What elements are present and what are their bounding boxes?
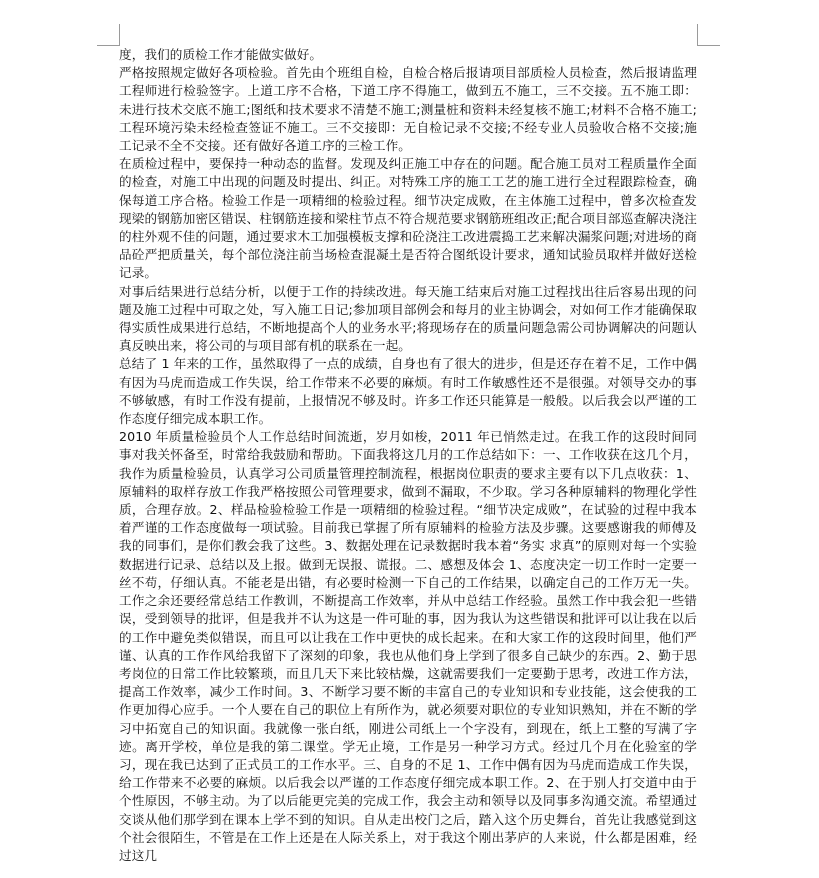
paragraph-5: 总结了 1 年来的工作，虽然取得了一点的成绩，自身也有了很大的进步，但是还存在着不足，工作中偶有因为马虎而造成工作失误，给工作带来不必要的麻烦。有时工作敏感性还不是很强。对领导交办的事不够敏感，有时工作没有提前，上报情况不够及时。许多工作还只能算是一般般。以后我会以严谨的工作态度仔细完成本职工作。 (119, 356, 697, 427)
document-body (119, 46, 697, 865)
paragraph-4: 对事后结果进行总结分析，以便于工作的持续改进。每天施工结束后对施工过程找出往后容易出现的问题及施工过程中可取之处，写入施工日记;参加项目部例会和每月的业主协调会，对如何工作才能确保取得实质性成果进行总结，不断地提高个人的业务水平;将现场存在的质量问题急需公司协调解决的问题认真反映出来，将公司的与项目部有机的联系在一起。 (119, 283, 697, 354)
crop-mark-top-left-horizontal (97, 45, 119, 46)
paragraph-6: 2010 年质量检验员个人工作总结时间流逝，岁月如梭，2011 年已悄然走过。在我工作的这段时间同事对我关怀备至，时常给我鼓励和帮助。下面我将这几月的工作总结如下：一、工作收获在这几个月，我作为质量检验员，认真学习公司质量管理控制流程，根据岗位职责的要求主要有以下几点收获：1、原辅料的取样存放工作我严格按照公司管理要求，做到不漏取，不少取。学习各种原辅料的物理化学性质，合理存放。2、样品检验检验工作是一项精细的检验过程。“细节决定成败”，在试验的过程中我本着严谨的工作态度做每一项试验。目前我已掌握了所有原辅料的检验方法及步骤。这要感谢我的师傅及我的同事们，是你们教会我了这些。3、数据处理在记录数据时我本着“务实 求真”的原则对每一个实验数据进行记录、总结以及上报。做到无误报、谎报。二、感想及体会 1、态度决定一切工作时一定要一丝不苟，仔细认真。不能老是出错，有必要时检测一下自己的工作结果，以确定自己的工作万无一失。工作之余还要经常总结工作教训，不断提高工作效率，并从中总结工作经验。虽然工作中我会犯一些错误，受到领导的批评，但是我并不认为这是一件可耻的事，因为我认为这些错误和批评可以让我在以后的工作中避免类似错误，而且可以让我在工作中更快的成长起来。在和大家工作的这段时间里，他们严谨、认真的工作作风给我留下了深刻的印象，我也从他们身上学到了很多自己缺少的东西。2、勤于思考岗位的日常工作比较繁琐，而且几天下来比较枯燥，这就需要我们一定要勤于思考，改进工作方法，提高工作效率，减少工作时间。3、不断学习要不断的丰富自己的专业知识和专业技能，这会使我的工作更加得心应手。一个人要在自己的职位上有所作为，就必须要对职位的专业知识熟知，并在不断的学习中拓宽自己的知识面。我就像一张白纸，刚进公司纸上一个字没有，到现在，纸上工整的写满了字迹。离开学校，单位是我的第二课堂。学无止境，工作是另一种学习方式。经过几个月在化验室的学习，现在我已达到了正式员工的工作水平。三、自身的不足 1、工作中偶有因为马虎而造成工作失误，给工作带来不必要的麻烦。以后我会以严谨的工作态度仔细完成本职工作。2、在于别人打交道中由于个性原因，不够主动。为了以后能更完美的完成工作，我会主动和领导以及同事多沟通交流。希望通过交谈从他们那学到在课本上学不到的知识。自从走出校门之后，踏入这个历史舞台，首先让我感觉到这个社会很陌生，不管是在工作上还是在人际关系上，对于我这个刚出茅庐的人来说，什么都是困难，经过这几 (119, 429, 697, 863)
paragraph-3: 在质检过程中，要保持一种动态的监督。发现及纠正施工中存在的问题。配合施工员对工程质量作全面的检查，对施工中出现的问题及时提出、纠正。对特殊工序的施工工艺的施工进行全过程跟踪检查，确保每道工序合格。检验工作是一项精细的检验过程。细节决定成败，在主体施工过程中，曾多次检查发现梁的钢筋加密区错误、柱钢筋连接和梁柱节点不符合规范要求钢筋班组改正;配合项目部巡查解决浇注的柱外观不佳的问题，通过要求木工加强模板支撑和砼浇注工改进震捣工艺来解决漏浆问题;对进场的商品砼严把质量关，每个部位浇注前当场检查混凝土是否符合图纸设计要求，通知试验员取样并做好送检记录。 (119, 156, 697, 281)
crop-mark-top-right-vertical (697, 24, 698, 46)
paragraph-1: 度，我们的质检工作才能做实做好。 (119, 47, 323, 62)
crop-mark-top-right-horizontal (698, 45, 720, 46)
crop-mark-top-left-vertical (119, 24, 120, 46)
paragraph-2: 严格按照规定做好各项检验。首先由个班组自检，自检合格后报请项目部质检人员检查，然后报请监理工程师进行检验签字。上道工序不合格，下道工序不得施工，做到五不施工，三不交接。五不施工即：未进行技术交底不施工;图纸和技术要求不清楚不施工;测量桩和资料未经复核不施工;材料不合格不施工;工程环境污染未经检查签证不施工。三不交接即：无自检记录不交接;不经专业人员验收合格不交接;施工记录不全不交接。还有做好各道工序的三检工作。 (119, 65, 697, 154)
